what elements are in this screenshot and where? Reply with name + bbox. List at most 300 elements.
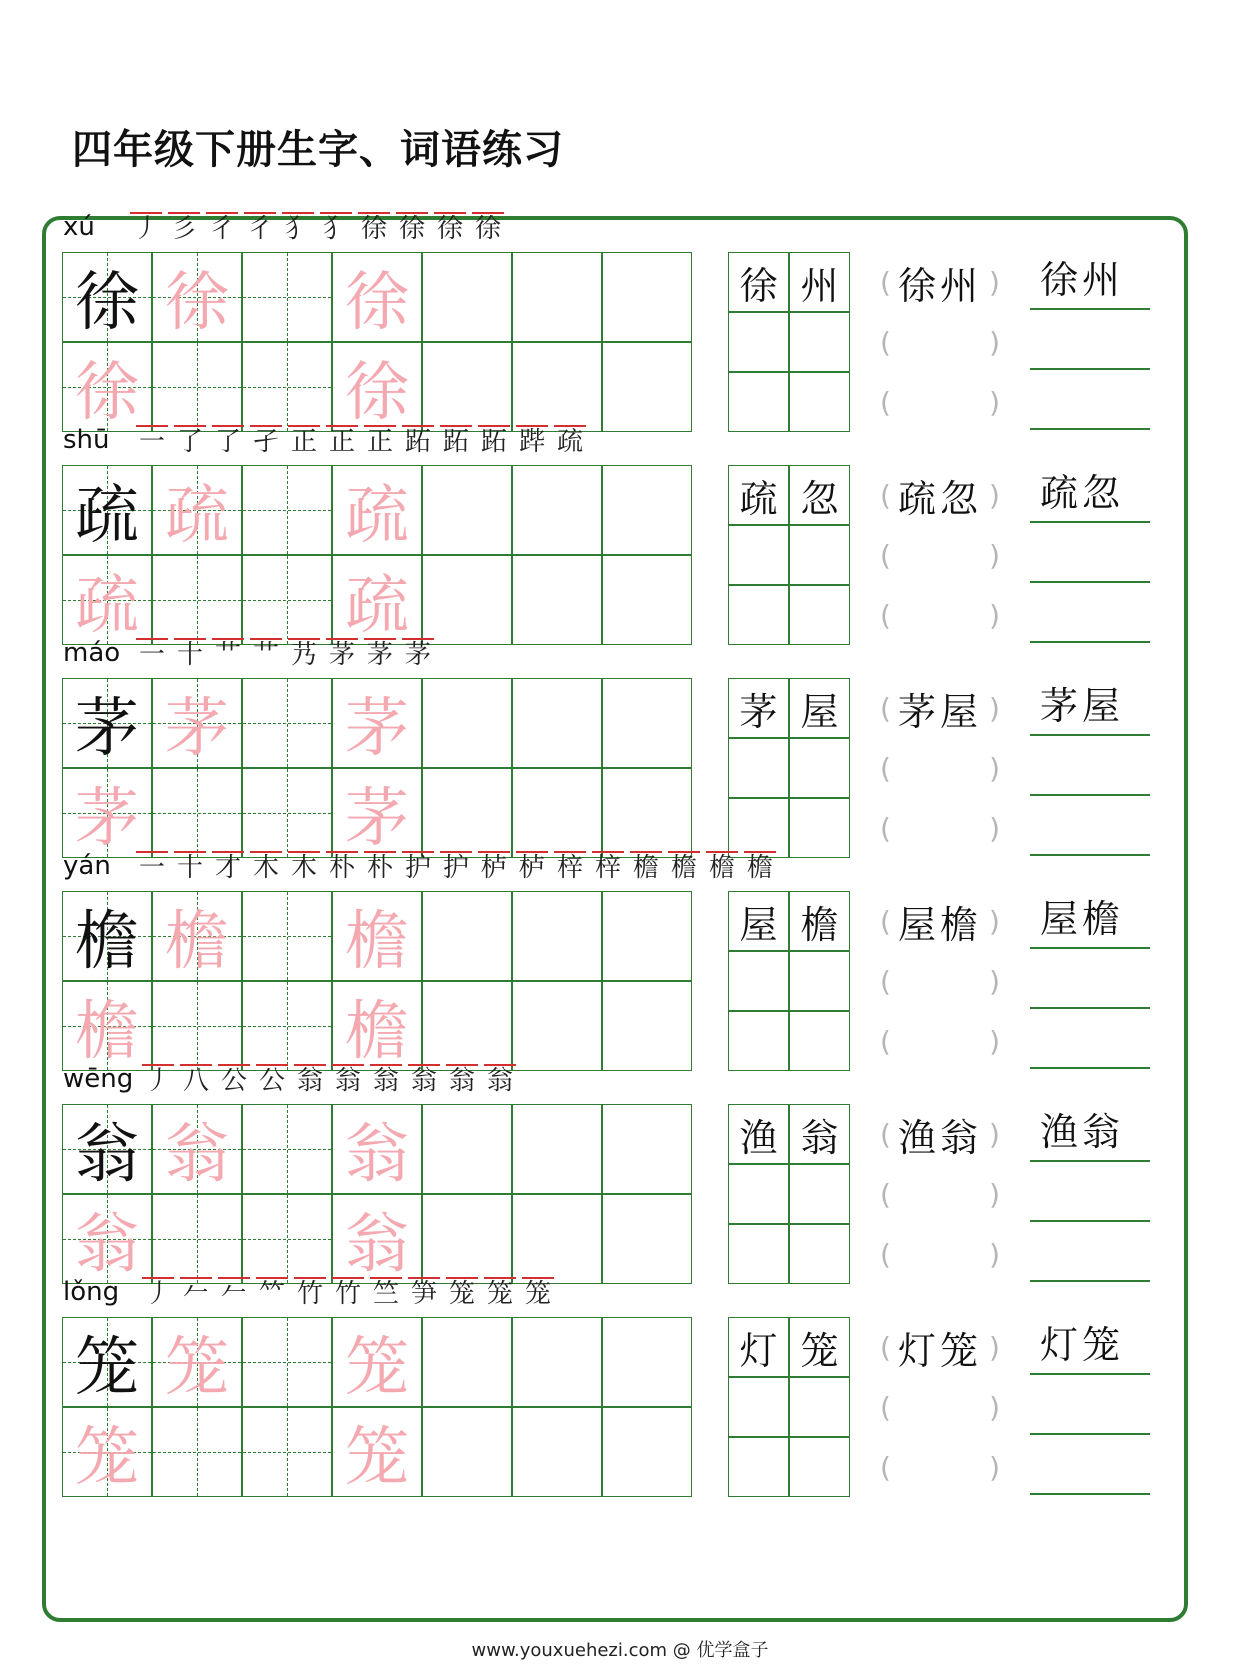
word-cell[interactable]: 渔 bbox=[728, 1104, 789, 1164]
paren-right: ) bbox=[989, 1117, 1000, 1151]
answer-line[interactable] bbox=[1030, 465, 1150, 523]
line-word: 渔翁 bbox=[1040, 1110, 1125, 1154]
word-cell[interactable]: 檐 bbox=[789, 891, 850, 951]
writing-cell[interactable] bbox=[62, 252, 152, 342]
writing-cell[interactable] bbox=[602, 768, 692, 858]
line-word: 屋檐 bbox=[1040, 897, 1125, 941]
guide-vertical bbox=[287, 556, 288, 644]
stroke-step: 公 bbox=[256, 1064, 288, 1098]
paren-word: 茅屋 bbox=[897, 689, 982, 734]
paren-right: ) bbox=[989, 265, 1000, 299]
stroke-order bbox=[130, 212, 504, 246]
word-cell[interactable]: 忽 bbox=[789, 465, 850, 525]
writing-cell[interactable] bbox=[602, 1104, 692, 1194]
word-cell[interactable]: 翁 bbox=[789, 1104, 850, 1164]
paren-right: ) bbox=[989, 904, 1000, 938]
guide-vertical bbox=[197, 556, 198, 644]
writing-cell[interactable] bbox=[152, 252, 242, 342]
writing-cell[interactable] bbox=[512, 342, 602, 432]
paren-answer[interactable] bbox=[880, 372, 1000, 432]
answer-line[interactable] bbox=[1030, 1224, 1150, 1282]
paren-left: ( bbox=[880, 598, 891, 632]
writing-cell[interactable] bbox=[512, 768, 602, 858]
paren-answer[interactable] bbox=[880, 1164, 1000, 1224]
writing-cell[interactable] bbox=[512, 1104, 602, 1194]
word-cell[interactable]: 灯 bbox=[728, 1317, 789, 1377]
trace-character: 疏 bbox=[75, 569, 139, 643]
paren-left: ( bbox=[880, 1024, 891, 1058]
trace-character: 笼 bbox=[75, 1421, 139, 1495]
stroke-step: 跖 bbox=[478, 425, 510, 459]
practice-block bbox=[0, 425, 1240, 653]
paren-left: ( bbox=[880, 811, 891, 845]
word-cell[interactable] bbox=[789, 1437, 850, 1497]
guide-vertical bbox=[287, 1408, 288, 1496]
word-cell[interactable] bbox=[728, 798, 789, 858]
stroke-step: 笼 bbox=[484, 1277, 516, 1311]
writing-cell[interactable] bbox=[512, 1194, 602, 1284]
trace-character: 檐 bbox=[345, 905, 409, 979]
writing-cell[interactable] bbox=[152, 1104, 242, 1194]
writing-cell[interactable] bbox=[242, 678, 332, 768]
pinyin-label: xú bbox=[63, 212, 95, 242]
practice-block bbox=[0, 212, 1240, 440]
writing-cell[interactable] bbox=[62, 1317, 152, 1407]
writing-cell[interactable] bbox=[512, 1317, 602, 1407]
guide-vertical bbox=[287, 343, 288, 431]
paren-left: ( bbox=[880, 265, 891, 299]
word-grid bbox=[728, 252, 850, 432]
paren-right: ) bbox=[989, 751, 1000, 785]
guide-vertical bbox=[287, 466, 288, 554]
writing-cell[interactable] bbox=[602, 891, 692, 981]
stroke-step: 徐 bbox=[472, 212, 504, 246]
word-cell[interactable] bbox=[789, 525, 850, 585]
writing-cell[interactable] bbox=[152, 1194, 242, 1284]
word-cell[interactable] bbox=[728, 525, 789, 585]
model-character: 茅 bbox=[75, 692, 139, 766]
stroke-order bbox=[136, 851, 776, 885]
writing-cell[interactable] bbox=[332, 1104, 422, 1194]
trace-character: 翁 bbox=[75, 1208, 139, 1282]
paren-answer[interactable] bbox=[880, 1104, 1000, 1164]
stroke-step: 正 bbox=[326, 425, 358, 459]
paren-left: ( bbox=[880, 904, 891, 938]
trace-character: 徐 bbox=[345, 266, 409, 340]
paren-answer[interactable] bbox=[880, 1317, 1000, 1377]
word-grid bbox=[728, 678, 850, 858]
stroke-step: 茅 bbox=[326, 638, 358, 672]
writing-cell[interactable] bbox=[332, 252, 422, 342]
writing-cell[interactable] bbox=[62, 981, 152, 1071]
writing-cell[interactable] bbox=[422, 465, 512, 555]
word-cell[interactable] bbox=[728, 738, 789, 798]
writing-cell[interactable] bbox=[62, 342, 152, 432]
writing-cell[interactable] bbox=[62, 465, 152, 555]
writing-cell[interactable] bbox=[242, 555, 332, 645]
stroke-step: 竺 bbox=[370, 1277, 402, 1311]
paren-answer[interactable] bbox=[880, 465, 1000, 525]
guide-vertical bbox=[287, 1318, 288, 1406]
writing-cell[interactable] bbox=[422, 252, 512, 342]
writing-cell[interactable] bbox=[602, 342, 692, 432]
paren-left: ( bbox=[880, 478, 891, 512]
pinyin-label: máo bbox=[63, 638, 121, 668]
paren-answer[interactable] bbox=[880, 738, 1000, 798]
stroke-step: 翁 bbox=[332, 1064, 364, 1098]
line-word: 茅屋 bbox=[1040, 684, 1125, 728]
word-cell[interactable] bbox=[728, 1011, 789, 1071]
stroke-step: 翁 bbox=[370, 1064, 402, 1098]
paren-answer[interactable] bbox=[880, 525, 1000, 585]
paren-right: ) bbox=[989, 538, 1000, 572]
paren-right: ) bbox=[989, 385, 1000, 419]
paren-answer[interactable] bbox=[880, 252, 1000, 312]
stroke-step: 艿 bbox=[288, 638, 320, 672]
paren-answer[interactable] bbox=[880, 678, 1000, 738]
writing-cell[interactable] bbox=[332, 555, 422, 645]
writing-cell[interactable] bbox=[152, 678, 242, 768]
trace-character: 翁 bbox=[165, 1118, 229, 1192]
paren-answer[interactable] bbox=[880, 798, 1000, 858]
answer-line[interactable] bbox=[1030, 585, 1150, 643]
practice-block bbox=[0, 638, 1240, 866]
practice-block bbox=[0, 851, 1240, 1079]
word-cell[interactable]: 屋 bbox=[728, 891, 789, 951]
writing-cell[interactable] bbox=[332, 465, 422, 555]
writing-cell[interactable] bbox=[512, 891, 602, 981]
word-grid bbox=[728, 891, 850, 1071]
writing-cell[interactable] bbox=[422, 1317, 512, 1407]
writing-cell[interactable] bbox=[602, 252, 692, 342]
writing-cell[interactable] bbox=[332, 768, 422, 858]
answer-line[interactable] bbox=[1030, 738, 1150, 796]
answer-line[interactable] bbox=[1030, 951, 1150, 1009]
stroke-step: 才 bbox=[212, 851, 244, 885]
stroke-step: 竹 bbox=[332, 1277, 364, 1311]
trace-character: 笼 bbox=[345, 1421, 409, 1495]
writing-cell[interactable] bbox=[332, 1317, 422, 1407]
paren-word: 灯笼 bbox=[897, 1328, 982, 1373]
paren-answer[interactable] bbox=[880, 1377, 1000, 1437]
word-cell[interactable]: 疏 bbox=[728, 465, 789, 525]
writing-cell[interactable] bbox=[152, 555, 242, 645]
trace-character: 疏 bbox=[165, 479, 229, 553]
guide-vertical bbox=[197, 769, 198, 857]
trace-character: 茅 bbox=[165, 692, 229, 766]
writing-cell[interactable] bbox=[332, 342, 422, 432]
answer-line[interactable] bbox=[1030, 252, 1150, 310]
writing-cell[interactable] bbox=[152, 1407, 242, 1497]
word-cell[interactable] bbox=[789, 1377, 850, 1437]
paren-left: ( bbox=[880, 385, 891, 419]
writing-cell[interactable] bbox=[242, 1104, 332, 1194]
writing-cell[interactable] bbox=[512, 678, 602, 768]
stroke-step: 护 bbox=[402, 851, 434, 885]
word-cell[interactable] bbox=[728, 1377, 789, 1437]
writing-cell[interactable] bbox=[242, 252, 332, 342]
paren-right: ) bbox=[989, 598, 1000, 632]
stroke-step: 徐 bbox=[358, 212, 390, 246]
writing-cell[interactable] bbox=[602, 1407, 692, 1497]
paren-word: 渔翁 bbox=[897, 1115, 982, 1160]
answer-line[interactable] bbox=[1030, 678, 1150, 736]
writing-cell[interactable] bbox=[62, 1194, 152, 1284]
writing-cell[interactable] bbox=[152, 891, 242, 981]
practice-block bbox=[0, 1277, 1240, 1505]
word-cell[interactable] bbox=[728, 372, 789, 432]
stroke-step: 一 bbox=[136, 425, 168, 459]
writing-cell[interactable] bbox=[242, 1317, 332, 1407]
tianzige-grid bbox=[62, 252, 692, 432]
writing-cell[interactable] bbox=[152, 768, 242, 858]
stroke-step: 疏 bbox=[554, 425, 586, 459]
writing-cell[interactable] bbox=[422, 1104, 512, 1194]
guide-vertical bbox=[287, 253, 288, 341]
word-cell[interactable] bbox=[728, 312, 789, 372]
writing-cell[interactable] bbox=[422, 1407, 512, 1497]
model-character: 徐 bbox=[75, 266, 139, 340]
stroke-step: 翁 bbox=[408, 1064, 440, 1098]
word-cell[interactable] bbox=[728, 585, 789, 645]
paren-answer[interactable] bbox=[880, 585, 1000, 645]
pinyin-label: yán bbox=[63, 851, 111, 881]
page-title: 四年级下册生字、词语练习 bbox=[72, 127, 564, 173]
stroke-step: 徐 bbox=[396, 212, 428, 246]
stroke-order bbox=[142, 1064, 516, 1098]
tianzige-grid bbox=[62, 1104, 692, 1284]
stroke-step: 朴 bbox=[326, 851, 358, 885]
answer-line[interactable] bbox=[1030, 312, 1150, 370]
paren-left: ( bbox=[880, 538, 891, 572]
word-cell[interactable] bbox=[789, 372, 850, 432]
writing-cell[interactable] bbox=[422, 555, 512, 645]
answer-line[interactable] bbox=[1030, 1437, 1150, 1495]
writing-cell[interactable] bbox=[62, 678, 152, 768]
stroke-step: 丿 bbox=[142, 1277, 174, 1311]
writing-cell[interactable] bbox=[512, 1407, 602, 1497]
stroke-step: 朴 bbox=[364, 851, 396, 885]
writing-cell[interactable] bbox=[332, 678, 422, 768]
stroke-step: 檐 bbox=[706, 851, 738, 885]
answer-line[interactable] bbox=[1030, 1377, 1150, 1435]
answer-line[interactable] bbox=[1030, 525, 1150, 583]
word-cell[interactable] bbox=[728, 1224, 789, 1284]
writing-cell[interactable] bbox=[62, 1407, 152, 1497]
trace-character: 疏 bbox=[345, 569, 409, 643]
stroke-step: 艹 bbox=[250, 638, 282, 672]
word-cell[interactable] bbox=[789, 585, 850, 645]
trace-character: 茅 bbox=[75, 782, 139, 856]
paren-right: ) bbox=[989, 325, 1000, 359]
writing-cell[interactable] bbox=[422, 981, 512, 1071]
stroke-step: 一 bbox=[136, 638, 168, 672]
writing-cell[interactable] bbox=[242, 981, 332, 1071]
writing-cell[interactable] bbox=[62, 555, 152, 645]
paren-left: ( bbox=[880, 1117, 891, 1151]
trace-character: 徐 bbox=[345, 356, 409, 430]
stroke-step: 跖 bbox=[440, 425, 472, 459]
answer-line[interactable] bbox=[1030, 891, 1150, 949]
writing-cell[interactable] bbox=[152, 1317, 242, 1407]
guide-vertical bbox=[197, 343, 198, 431]
word-cell[interactable] bbox=[789, 738, 850, 798]
stroke-step: 丿 bbox=[142, 1064, 174, 1098]
word-cell[interactable]: 茅 bbox=[728, 678, 789, 738]
stroke-step: 翁 bbox=[294, 1064, 326, 1098]
word-cell[interactable]: 徐 bbox=[728, 252, 789, 312]
stroke-step: 笋 bbox=[408, 1277, 440, 1311]
paren-right: ) bbox=[989, 691, 1000, 725]
writing-cell[interactable] bbox=[332, 891, 422, 981]
stroke-step: 跸 bbox=[516, 425, 548, 459]
trace-character: 茅 bbox=[345, 782, 409, 856]
writing-cell[interactable] bbox=[512, 981, 602, 1071]
guide-vertical bbox=[197, 1408, 198, 1496]
answer-line[interactable] bbox=[1030, 1011, 1150, 1069]
trace-character: 檐 bbox=[345, 995, 409, 1069]
word-cell[interactable] bbox=[728, 1437, 789, 1497]
stroke-step: 彳 bbox=[244, 212, 276, 246]
stroke-step: 檐 bbox=[630, 851, 662, 885]
paren-word: 屋檐 bbox=[897, 902, 982, 947]
stroke-step: 跖 bbox=[402, 425, 434, 459]
writing-cell[interactable] bbox=[152, 981, 242, 1071]
stroke-step: 竹 bbox=[294, 1277, 326, 1311]
stroke-step: 一 bbox=[136, 851, 168, 885]
writing-cell[interactable] bbox=[422, 891, 512, 981]
writing-cell[interactable] bbox=[512, 555, 602, 645]
writing-cell[interactable] bbox=[242, 891, 332, 981]
line-word: 徐州 bbox=[1040, 258, 1125, 302]
paren-answer[interactable] bbox=[880, 312, 1000, 372]
guide-vertical bbox=[287, 1195, 288, 1283]
word-cell[interactable] bbox=[789, 798, 850, 858]
writing-cell[interactable] bbox=[512, 465, 602, 555]
stroke-step: 彳 bbox=[206, 212, 238, 246]
writing-cell[interactable] bbox=[332, 981, 422, 1071]
stroke-step: 𠂉 bbox=[218, 1277, 250, 1311]
paren-right: ) bbox=[989, 964, 1000, 998]
writing-cell[interactable] bbox=[422, 342, 512, 432]
paren-answer[interactable] bbox=[880, 951, 1000, 1011]
stroke-step: 十 bbox=[174, 638, 206, 672]
writing-cell[interactable] bbox=[422, 678, 512, 768]
line-word: 疏忽 bbox=[1040, 471, 1125, 515]
paren-right: ) bbox=[989, 1330, 1000, 1364]
word-cell[interactable] bbox=[728, 1164, 789, 1224]
word-cell[interactable] bbox=[789, 1224, 850, 1284]
word-grid bbox=[728, 1104, 850, 1284]
word-cell[interactable] bbox=[789, 1164, 850, 1224]
stroke-step: 笼 bbox=[522, 1277, 554, 1311]
stroke-order bbox=[136, 638, 434, 672]
writing-cell[interactable] bbox=[332, 1407, 422, 1497]
stroke-step: 徐 bbox=[434, 212, 466, 246]
writing-cell[interactable] bbox=[602, 465, 692, 555]
word-grid bbox=[728, 465, 850, 645]
writing-cell[interactable] bbox=[422, 1194, 512, 1284]
paren-right: ) bbox=[989, 478, 1000, 512]
paren-answer[interactable] bbox=[880, 1437, 1000, 1497]
writing-cell[interactable] bbox=[242, 342, 332, 432]
writing-cell[interactable] bbox=[152, 342, 242, 432]
tianzige-grid bbox=[62, 678, 692, 858]
model-character: 翁 bbox=[75, 1118, 139, 1192]
word-cell[interactable] bbox=[789, 951, 850, 1011]
stroke-step: 木 bbox=[250, 851, 282, 885]
writing-cell[interactable] bbox=[62, 1104, 152, 1194]
writing-cell[interactable] bbox=[512, 252, 602, 342]
word-cell[interactable]: 州 bbox=[789, 252, 850, 312]
writing-cell[interactable] bbox=[242, 465, 332, 555]
stroke-step: 𥫗 bbox=[256, 1277, 288, 1311]
paren-answer[interactable] bbox=[880, 1224, 1000, 1284]
trace-character: 笼 bbox=[165, 1331, 229, 1405]
word-grid bbox=[728, 1317, 850, 1497]
stroke-step: 梓 bbox=[592, 851, 624, 885]
guide-vertical bbox=[287, 892, 288, 980]
guide-vertical bbox=[197, 982, 198, 1070]
writing-cell[interactable] bbox=[422, 768, 512, 858]
trace-character: 檐 bbox=[75, 995, 139, 1069]
paren-answer[interactable] bbox=[880, 1011, 1000, 1071]
line-word: 灯笼 bbox=[1040, 1323, 1125, 1367]
answer-line[interactable] bbox=[1030, 798, 1150, 856]
stroke-step: 公 bbox=[218, 1064, 250, 1098]
word-cell[interactable]: 笼 bbox=[789, 1317, 850, 1377]
answer-line[interactable] bbox=[1030, 1164, 1150, 1222]
answer-line[interactable] bbox=[1030, 1317, 1150, 1375]
stroke-step: 八 bbox=[180, 1064, 212, 1098]
paren-answer[interactable] bbox=[880, 891, 1000, 951]
writing-cell[interactable] bbox=[332, 1194, 422, 1284]
writing-cell[interactable] bbox=[242, 1194, 332, 1284]
stroke-step: 栌 bbox=[478, 851, 510, 885]
trace-character: 徐 bbox=[75, 356, 139, 430]
paren-left: ( bbox=[880, 751, 891, 785]
model-character: 檐 bbox=[75, 905, 139, 979]
stroke-step: 翁 bbox=[446, 1064, 478, 1098]
model-character: 疏 bbox=[75, 479, 139, 553]
writing-cell[interactable] bbox=[602, 1194, 692, 1284]
writing-cell[interactable] bbox=[62, 891, 152, 981]
writing-cell[interactable] bbox=[62, 768, 152, 858]
guide-vertical bbox=[287, 679, 288, 767]
stroke-step: 犭 bbox=[282, 212, 314, 246]
answer-line[interactable] bbox=[1030, 372, 1150, 430]
stroke-step: 犭 bbox=[320, 212, 352, 246]
writing-cell[interactable] bbox=[602, 555, 692, 645]
writing-cell[interactable] bbox=[152, 465, 242, 555]
writing-cell[interactable] bbox=[242, 768, 332, 858]
writing-cell[interactable] bbox=[602, 678, 692, 768]
writing-cell[interactable] bbox=[602, 1317, 692, 1407]
pinyin-label: shū bbox=[63, 425, 110, 455]
trace-character: 徐 bbox=[165, 266, 229, 340]
paren-right: ) bbox=[989, 1024, 1000, 1058]
writing-cell[interactable] bbox=[602, 981, 692, 1071]
answer-line[interactable] bbox=[1030, 1104, 1150, 1162]
word-cell[interactable] bbox=[789, 312, 850, 372]
model-character: 笼 bbox=[75, 1331, 139, 1405]
word-cell[interactable]: 屋 bbox=[789, 678, 850, 738]
stroke-order bbox=[142, 1277, 554, 1311]
word-cell[interactable] bbox=[789, 1011, 850, 1071]
trace-character: 茅 bbox=[345, 692, 409, 766]
word-cell[interactable] bbox=[728, 951, 789, 1011]
writing-cell[interactable] bbox=[242, 1407, 332, 1497]
